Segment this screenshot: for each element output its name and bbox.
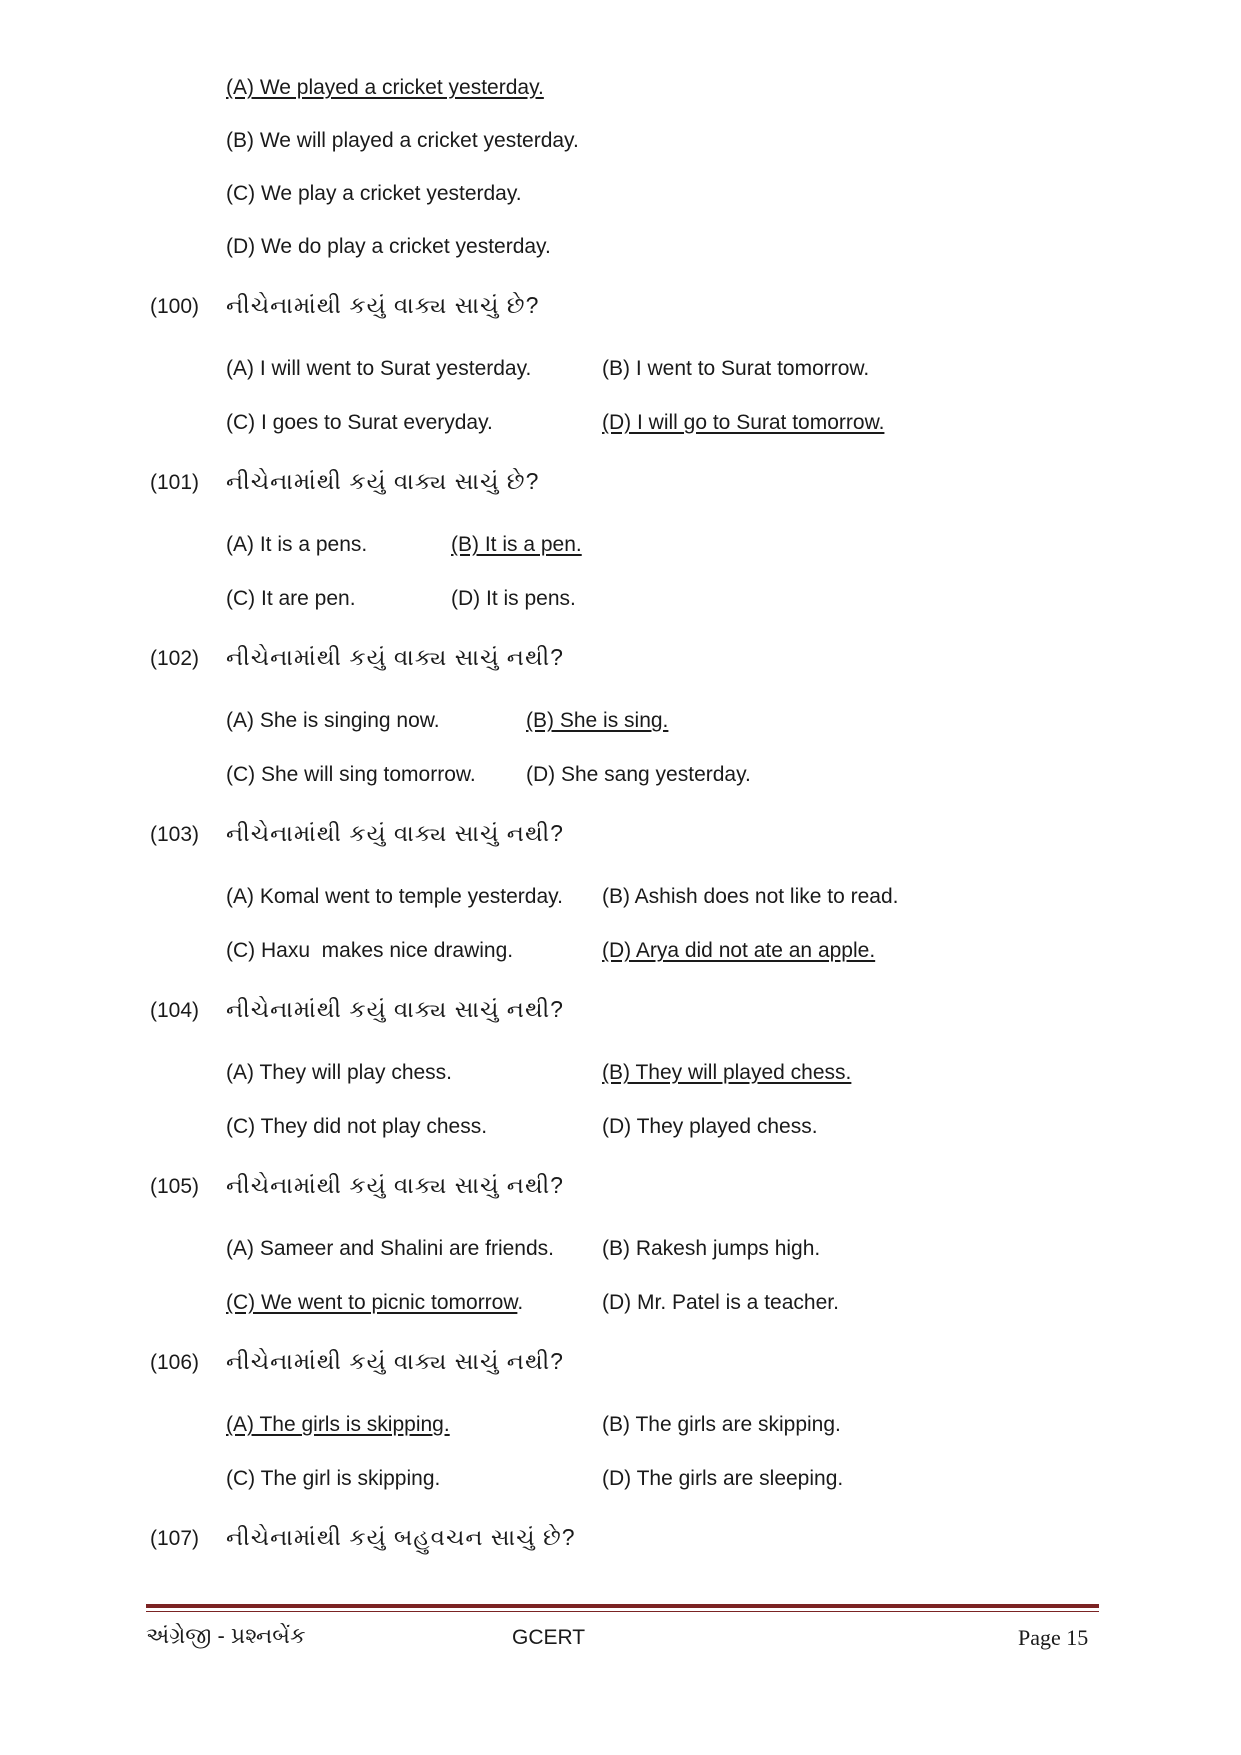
footer-rule-thin bbox=[146, 1611, 1099, 1612]
question-number: (100) bbox=[150, 295, 200, 318]
option-c-answer-text: (C) We went to picnic tomorrow bbox=[226, 1291, 518, 1314]
question-number: (103) bbox=[150, 823, 200, 846]
option-d-answer: (D) Arya did not ate an apple. bbox=[602, 939, 876, 962]
question-number: (107) bbox=[150, 1527, 200, 1550]
question-text: નીચેનામાંથી કયું વાક્ય સાચું છે? bbox=[226, 468, 540, 494]
question-text: નીચેનામાંથી કયું વાક્ય સાચું નથી? bbox=[226, 644, 564, 670]
option-b-answer: (B) She is sing. bbox=[526, 709, 669, 732]
option-c: (C) She will sing tomorrow. bbox=[226, 763, 476, 786]
question-text: નીચેનામાંથી કયું વાક્ય સાચું છે? bbox=[226, 292, 540, 318]
question-text: નીચેનામાંથી કયું વાક્ય સાચું નથી? bbox=[226, 996, 564, 1022]
question-number: (102) bbox=[150, 647, 200, 670]
option-a: (A) They will play chess. bbox=[226, 1061, 453, 1084]
option-b-prev: (B) We will played a cricket yesterday. bbox=[226, 129, 579, 152]
question-number: (106) bbox=[150, 1351, 200, 1374]
option-d: (D) They played chess. bbox=[602, 1115, 818, 1138]
option-b: (B) Ashish does not like to read. bbox=[602, 885, 899, 908]
option-b-answer: (B) They will played chess. bbox=[602, 1061, 852, 1084]
footer-rule bbox=[146, 1604, 1099, 1608]
footer-publisher: GCERT bbox=[512, 1626, 586, 1649]
option-b: (B) I went to Surat tomorrow. bbox=[602, 357, 870, 380]
question-text: નીચેનામાંથી કયું વાક્ય સાચું નથી? bbox=[226, 1172, 564, 1198]
option-a: (A) It is a pens. bbox=[226, 533, 368, 556]
option-b: (B) Rakesh jumps high. bbox=[602, 1237, 821, 1260]
page-number: Page 15 bbox=[1018, 1625, 1089, 1650]
option-c: (C) I goes to Surat everyday. bbox=[226, 411, 493, 434]
option-c: (C) It are pen. bbox=[226, 587, 356, 610]
option-b-answer: (B) It is a pen. bbox=[451, 533, 582, 556]
option-d-answer: (D) I will go to Surat tomorrow. bbox=[602, 411, 885, 434]
option-d: (D) It is pens. bbox=[451, 587, 576, 610]
option-a-answer: (A) The girls is skipping. bbox=[226, 1413, 450, 1436]
footer-subject: અંગ્રેજી - પ્રશ્નબેંક bbox=[146, 1623, 306, 1648]
option-c: (C) The girl is skipping. bbox=[226, 1467, 441, 1490]
question-number: (101) bbox=[150, 471, 200, 494]
option-c-period: . bbox=[517, 1291, 524, 1314]
option-c: (C) They did not play chess. bbox=[226, 1115, 488, 1138]
question-number: (105) bbox=[150, 1175, 200, 1198]
option-d: (D) The girls are sleeping. bbox=[602, 1467, 844, 1490]
question-number: (104) bbox=[150, 999, 200, 1022]
option-b: (B) The girls are skipping. bbox=[602, 1413, 841, 1436]
option-a-prev: (A) We played a cricket yesterday. bbox=[226, 76, 544, 99]
option-d: (D) She sang yesterday. bbox=[526, 763, 751, 786]
option-a: (A) She is singing now. bbox=[226, 709, 440, 732]
option-a: (A) Komal went to temple yesterday. bbox=[226, 885, 563, 908]
option-c-answer bbox=[226, 1290, 523, 1316]
question-text: નીચેનામાંથી કયું બહુવચન સાચું છે? bbox=[226, 1524, 576, 1550]
question-text: નીચેનામાંથી કયું વાક્ય સાચું નથી? bbox=[226, 1348, 564, 1374]
option-a: (A) Sameer and Shalini are friends. bbox=[226, 1237, 554, 1260]
question-text: નીચેનામાંથી કયું વાક્ય સાચું નથી? bbox=[226, 820, 564, 846]
option-d: (D) Mr. Patel is a teacher. bbox=[602, 1291, 839, 1314]
option-d-prev: (D) We do play a cricket yesterday. bbox=[226, 235, 551, 258]
option-a: (A) I will went to Surat yesterday. bbox=[226, 357, 532, 380]
option-c-prev: (C) We play a cricket yesterday. bbox=[226, 182, 522, 205]
option-c: (C) Haxu makes nice drawing. bbox=[226, 939, 514, 962]
